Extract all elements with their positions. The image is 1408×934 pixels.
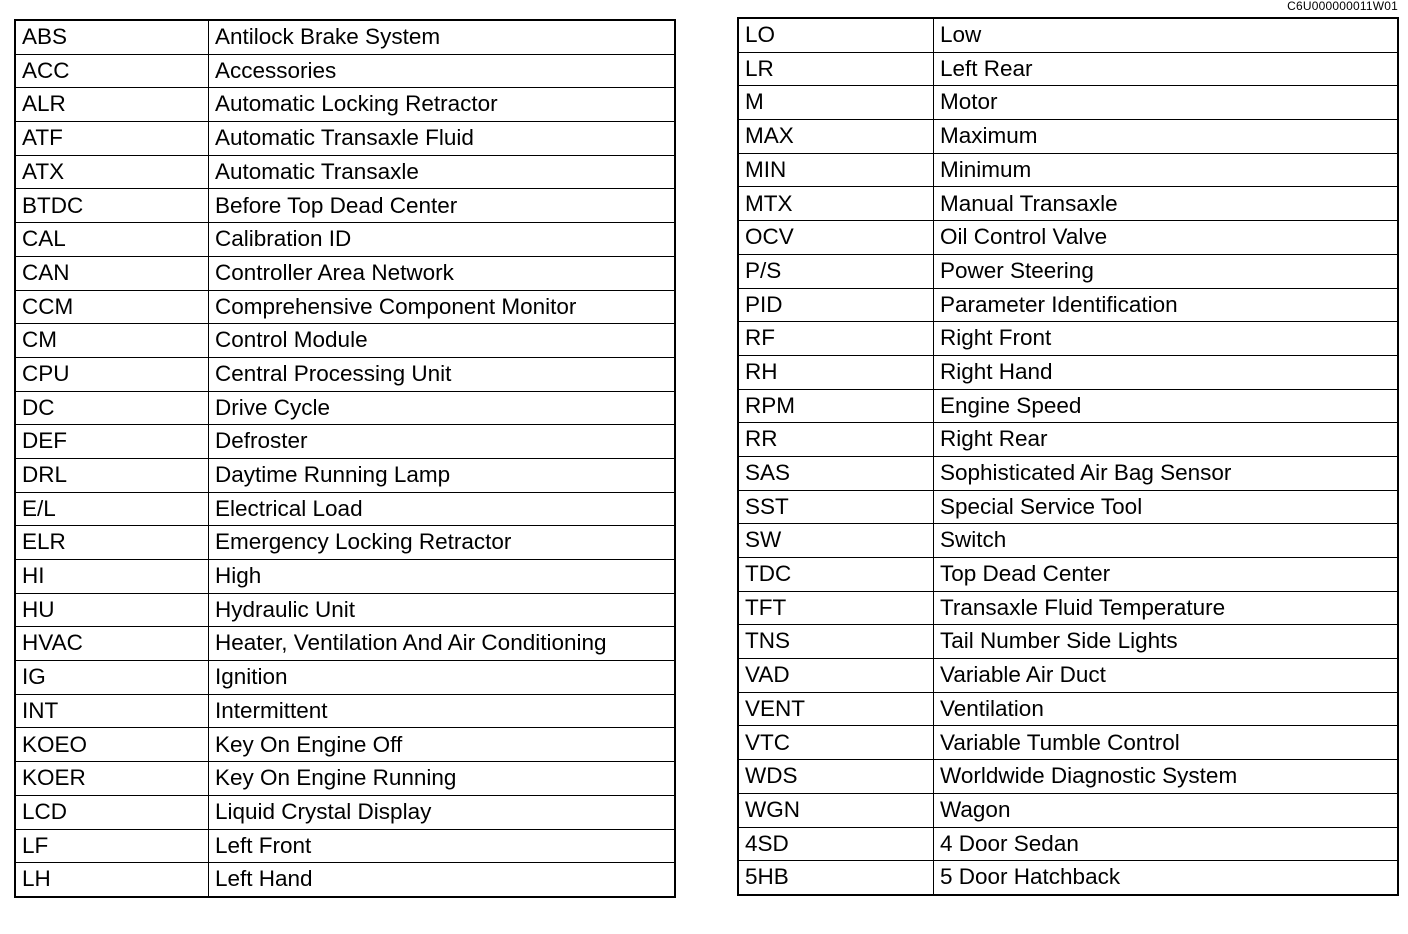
abbreviation-cell: SAS — [738, 456, 934, 490]
meaning-cell: Automatic Transaxle Fluid — [209, 122, 676, 156]
abbreviation-cell: OCV — [738, 221, 934, 255]
abbreviation-cell: WDS — [738, 760, 934, 794]
meaning-cell: Ignition — [209, 661, 676, 695]
abbreviation-cell: MIN — [738, 153, 934, 187]
abbreviation-cell: RPM — [738, 389, 934, 423]
table-row — [738, 86, 1398, 120]
abbreviation-cell: ABS — [15, 20, 209, 54]
abbreviation-cell: E/L — [15, 492, 209, 526]
table-row — [15, 728, 675, 762]
table-row — [15, 88, 675, 122]
table-row — [738, 558, 1398, 592]
table-row — [738, 221, 1398, 255]
meaning-cell: Manual Transaxle — [934, 187, 1399, 221]
meaning-cell: Parameter Identification — [934, 288, 1399, 322]
meaning-cell: 4 Door Sedan — [934, 827, 1399, 861]
abbreviation-table-left — [14, 19, 676, 898]
abbreviation-cell: ALR — [15, 88, 209, 122]
table-row — [738, 726, 1398, 760]
abbreviation-cell: HU — [15, 593, 209, 627]
table-row — [15, 357, 675, 391]
meaning-cell: Switch — [934, 524, 1399, 558]
meaning-cell: Variable Tumble Control — [934, 726, 1399, 760]
meaning-cell: Right Rear — [934, 423, 1399, 457]
table-row — [15, 391, 675, 425]
table-row — [15, 694, 675, 728]
table-row — [738, 288, 1398, 322]
abbreviation-cell: TNS — [738, 625, 934, 659]
meaning-cell: Special Service Tool — [934, 490, 1399, 524]
meaning-cell: Daytime Running Lamp — [209, 458, 676, 492]
meaning-cell: Liquid Crystal Display — [209, 795, 676, 829]
abbreviation-cell: CAN — [15, 256, 209, 290]
abbreviation-cell: TDC — [738, 558, 934, 592]
meaning-cell: Antilock Brake System — [209, 20, 676, 54]
table-row — [738, 389, 1398, 423]
meaning-cell: Automatic Transaxle — [209, 155, 676, 189]
table-row — [15, 425, 675, 459]
table-row — [15, 458, 675, 492]
abbreviation-cell: LR — [738, 52, 934, 86]
abbreviation-cell: 4SD — [738, 827, 934, 861]
abbreviation-cell: MAX — [738, 120, 934, 154]
meaning-cell: Emergency Locking Retractor — [209, 526, 676, 560]
table-row — [738, 18, 1398, 52]
meaning-cell: Comprehensive Component Monitor — [209, 290, 676, 324]
table-row — [738, 423, 1398, 457]
meaning-cell: Key On Engine Running — [209, 762, 676, 796]
abbreviation-cell: PID — [738, 288, 934, 322]
abbreviation-cell: P/S — [738, 254, 934, 288]
table-row — [15, 20, 675, 54]
table-row — [15, 829, 675, 863]
meaning-cell: Intermittent — [209, 694, 676, 728]
table-row — [15, 762, 675, 796]
table-row — [738, 355, 1398, 389]
meaning-cell: Hydraulic Unit — [209, 593, 676, 627]
meaning-cell: Top Dead Center — [934, 558, 1399, 592]
abbreviation-cell: ACC — [15, 54, 209, 88]
table-row — [15, 627, 675, 661]
abbreviation-cell: HVAC — [15, 627, 209, 661]
meaning-cell: Automatic Locking Retractor — [209, 88, 676, 122]
table-row — [15, 661, 675, 695]
meaning-cell: Accessories — [209, 54, 676, 88]
abbreviation-cell: 5HB — [738, 861, 934, 895]
abbreviation-cell: CPU — [15, 357, 209, 391]
table-row — [738, 659, 1398, 693]
meaning-cell: Key On Engine Off — [209, 728, 676, 762]
table-row — [738, 692, 1398, 726]
table-row — [738, 793, 1398, 827]
meaning-cell: Tail Number Side Lights — [934, 625, 1399, 659]
meaning-cell: Ventilation — [934, 692, 1399, 726]
meaning-cell: Right Hand — [934, 355, 1399, 389]
table-row — [15, 189, 675, 223]
abbreviation-cell: ATX — [15, 155, 209, 189]
abbreviation-cell: SST — [738, 490, 934, 524]
abbreviation-cell: HI — [15, 560, 209, 594]
abbreviation-cell: KOER — [15, 762, 209, 796]
meaning-cell: Low — [934, 18, 1399, 52]
meaning-cell: Sophisticated Air Bag Sensor — [934, 456, 1399, 490]
abbreviation-cell: DRL — [15, 458, 209, 492]
abbreviation-cell: LH — [15, 863, 209, 897]
table-row — [15, 256, 675, 290]
table-row — [738, 120, 1398, 154]
abbreviation-cell: TFT — [738, 591, 934, 625]
document-code: C6U000000011W01 — [1287, 0, 1398, 13]
table-row — [15, 290, 675, 324]
abbreviation-cell: INT — [15, 694, 209, 728]
meaning-cell: Transaxle Fluid Temperature — [934, 591, 1399, 625]
meaning-cell: Left Rear — [934, 52, 1399, 86]
abbreviation-cell: WGN — [738, 793, 934, 827]
meaning-cell: Variable Air Duct — [934, 659, 1399, 693]
meaning-cell: Oil Control Valve — [934, 221, 1399, 255]
table-row — [15, 155, 675, 189]
meaning-cell: Defroster — [209, 425, 676, 459]
meaning-cell: Electrical Load — [209, 492, 676, 526]
abbreviation-cell: LCD — [15, 795, 209, 829]
abbreviation-cell: MTX — [738, 187, 934, 221]
table-row — [15, 223, 675, 257]
table-row — [15, 324, 675, 358]
table-row — [738, 625, 1398, 659]
table-row — [15, 122, 675, 156]
abbreviation-cell: LO — [738, 18, 934, 52]
table-row — [738, 591, 1398, 625]
meaning-cell: Control Module — [209, 324, 676, 358]
meaning-cell: Worldwide Diagnostic System — [934, 760, 1399, 794]
abbreviation-cell: ELR — [15, 526, 209, 560]
table-row — [15, 795, 675, 829]
table-row — [15, 526, 675, 560]
table-row — [738, 456, 1398, 490]
abbreviation-cell: CAL — [15, 223, 209, 257]
meaning-cell: Engine Speed — [934, 389, 1399, 423]
abbreviation-cell: VENT — [738, 692, 934, 726]
table-row — [15, 54, 675, 88]
table-row — [15, 492, 675, 526]
table-row — [738, 254, 1398, 288]
meaning-cell: Left Front — [209, 829, 676, 863]
table-row — [738, 524, 1398, 558]
abbreviation-cell: VAD — [738, 659, 934, 693]
abbreviation-cell: RR — [738, 423, 934, 457]
abbreviation-cell: ATF — [15, 122, 209, 156]
abbreviation-cell: VTC — [738, 726, 934, 760]
abbreviation-table-right-body — [738, 18, 1398, 895]
table-row — [738, 52, 1398, 86]
abbreviation-cell: CCM — [15, 290, 209, 324]
table-row — [738, 827, 1398, 861]
abbreviation-cell: M — [738, 86, 934, 120]
abbreviation-cell: BTDC — [15, 189, 209, 223]
abbreviation-cell: SW — [738, 524, 934, 558]
table-row — [738, 490, 1398, 524]
abbreviation-cell: LF — [15, 829, 209, 863]
table-row — [738, 187, 1398, 221]
meaning-cell: Motor — [934, 86, 1399, 120]
abbreviation-cell: RF — [738, 322, 934, 356]
table-row — [738, 861, 1398, 895]
meaning-cell: Minimum — [934, 153, 1399, 187]
abbreviation-cell: DEF — [15, 425, 209, 459]
meaning-cell: High — [209, 560, 676, 594]
abbreviation-cell: KOEO — [15, 728, 209, 762]
table-row — [15, 560, 675, 594]
meaning-cell: Maximum — [934, 120, 1399, 154]
table-row — [738, 322, 1398, 356]
table-row — [15, 593, 675, 627]
abbreviation-table-right — [737, 17, 1399, 896]
table-row — [738, 153, 1398, 187]
meaning-cell: 5 Door Hatchback — [934, 861, 1399, 895]
meaning-cell: Central Processing Unit — [209, 357, 676, 391]
meaning-cell: Left Hand — [209, 863, 676, 897]
meaning-cell: Right Front — [934, 322, 1399, 356]
table-row — [15, 863, 675, 897]
abbreviation-cell: DC — [15, 391, 209, 425]
abbreviation-cell: CM — [15, 324, 209, 358]
meaning-cell: Calibration ID — [209, 223, 676, 257]
meaning-cell: Power Steering — [934, 254, 1399, 288]
meaning-cell: Before Top Dead Center — [209, 189, 676, 223]
abbreviation-cell: IG — [15, 661, 209, 695]
meaning-cell: Drive Cycle — [209, 391, 676, 425]
meaning-cell: Controller Area Network — [209, 256, 676, 290]
meaning-cell: Heater, Ventilation And Air Conditioning — [209, 627, 676, 661]
abbreviation-cell: RH — [738, 355, 934, 389]
meaning-cell: Wagon — [934, 793, 1399, 827]
abbreviation-table-left-body — [15, 20, 675, 897]
table-row — [738, 760, 1398, 794]
